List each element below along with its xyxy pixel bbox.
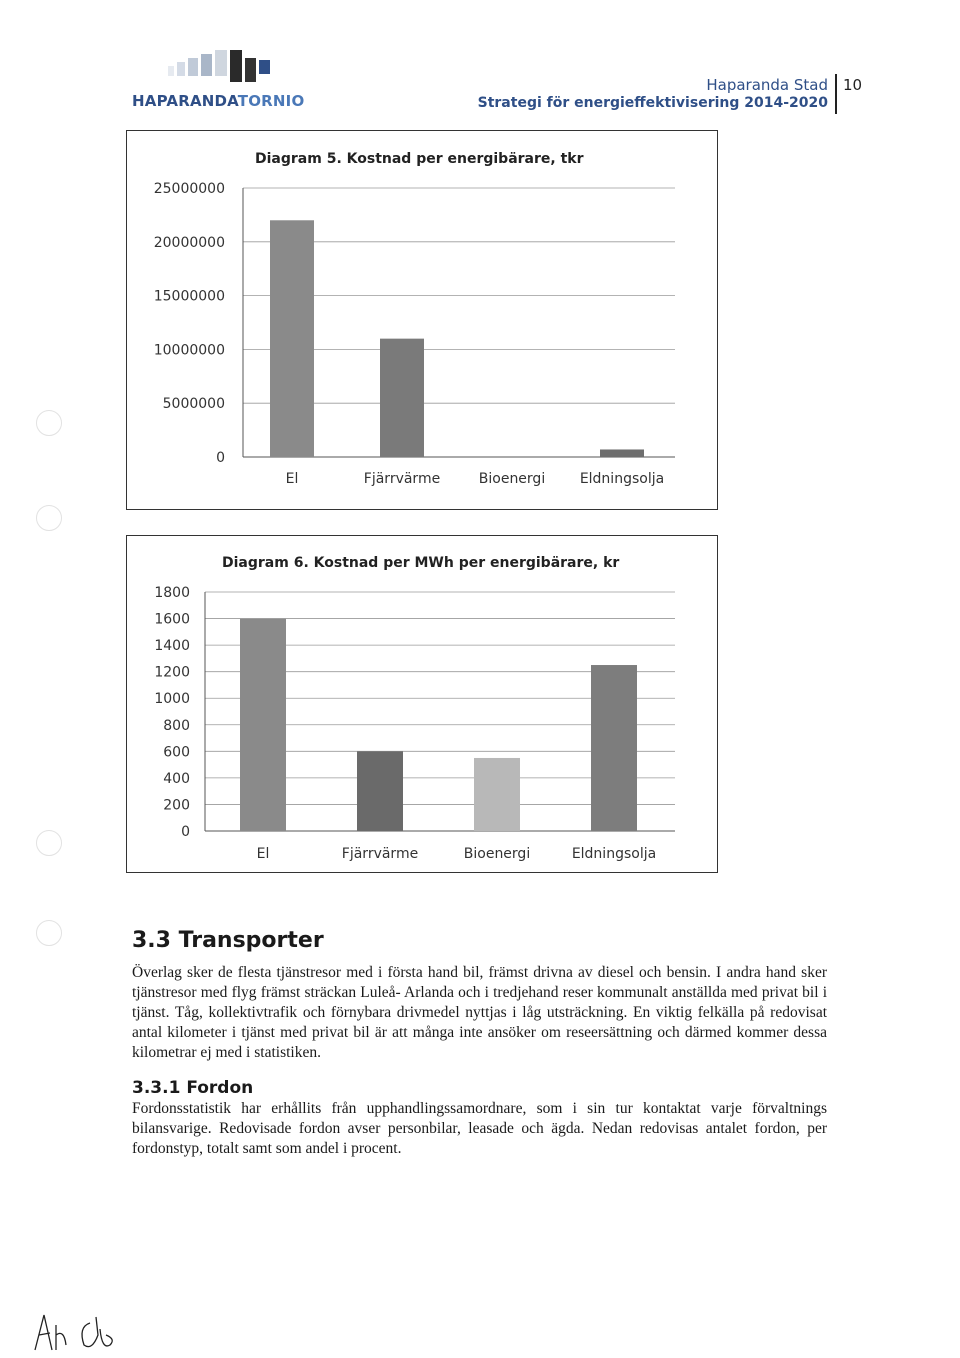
y-tick-label: 1600	[154, 611, 190, 628]
x-category-label: Eldningsolja	[571, 846, 657, 862]
bar-bioenergi	[474, 758, 520, 831]
y-tick-label: 5000000	[162, 396, 225, 413]
punch-hole	[36, 920, 62, 946]
punch-hole	[36, 830, 62, 856]
section-heading: 3.3 Transporter	[132, 928, 324, 953]
y-tick-label: 1200	[154, 664, 190, 681]
header-city: Haparanda Stad	[706, 76, 828, 94]
y-tick-label: 800	[163, 717, 190, 734]
logo-text: HAPARANDATORNIO	[132, 92, 305, 110]
y-tick-label: 1800	[154, 585, 190, 601]
y-tick-label: 10000000	[153, 342, 225, 359]
header-subtitle: Strategi för energieffektivisering 2014-2020	[477, 95, 828, 111]
x-category-label: Eldningsolja	[579, 471, 665, 487]
bar-el	[240, 619, 286, 831]
x-category-label: Bioenergi	[478, 471, 546, 487]
header-separator	[835, 74, 837, 114]
chart-svg	[127, 131, 717, 509]
handwritten-initials-icon	[30, 1305, 130, 1355]
subsection-paragraph: Fordonsstatistik har erhållits från upphandlingssamordnare, som i sin tur kontaktat varje förvaltnings bilansvarige. Redovisade fordon avser personbilar, leasade och ägda. Nedan redovisas antalet fordon, per fordonstyp, totalt samt som andel i procent.	[132, 1100, 827, 1157]
subsection-heading: 3.3.1 Fordon	[132, 1078, 254, 1098]
header-right	[430, 76, 828, 111]
chart-kostnad-per-mwh	[126, 535, 718, 873]
chart-svg	[127, 536, 717, 872]
y-tick-label: 0	[216, 450, 225, 466]
chart-title: Diagram 5. Kostnad per energibärare, tkr	[255, 151, 584, 167]
x-category-label: Fjärrvärme	[341, 846, 419, 862]
y-tick-label: 0	[181, 824, 190, 840]
punch-hole	[36, 505, 62, 531]
y-tick-label: 25000000	[153, 181, 225, 197]
y-tick-label: 1400	[154, 638, 190, 655]
y-tick-label: 600	[163, 744, 190, 761]
x-category-label: El	[256, 846, 270, 862]
section-paragraph: Överlag sker de flesta tjänstresor med i första hand bil, främst drivna av diesel och bensin. I andra hand sker tjänstresor med flyg främst sträckan Luleå- Arlanda och i tredjehand reser kommunalt anställda med privat bil i tjänst. Tåg, kollektivtrafik och förnybara drivmedel nyttjas i låg utsträckning. En viktig felkälla på redovisat antal kilometer i tjänst med privat bil är att många inte ansöker om reseersättning och därmed kommer dessa kilometrar ej med i statistiken.	[132, 964, 827, 1061]
page-number: 10	[843, 76, 863, 94]
y-tick-label: 1000	[154, 691, 190, 708]
bar-eldningsolja	[600, 449, 644, 457]
bar-el	[270, 220, 314, 457]
x-category-label: Fjärrvärme	[363, 471, 441, 487]
x-category-label: Bioenergi	[463, 846, 531, 862]
punch-hole	[36, 410, 62, 436]
bar-fjärrvärme	[357, 751, 403, 831]
bar-fjärrvärme	[380, 339, 424, 457]
y-tick-label: 20000000	[153, 234, 225, 251]
y-tick-label: 15000000	[153, 288, 225, 305]
y-tick-label: 200	[163, 797, 190, 814]
y-tick-label: 400	[163, 770, 190, 787]
chart-title: Diagram 6. Kostnad per MWh per energibärare, kr	[222, 555, 620, 571]
x-category-label: El	[285, 471, 299, 487]
chart-kostnad-per-energibarare	[126, 130, 718, 510]
bar-eldningsolja	[591, 665, 637, 831]
